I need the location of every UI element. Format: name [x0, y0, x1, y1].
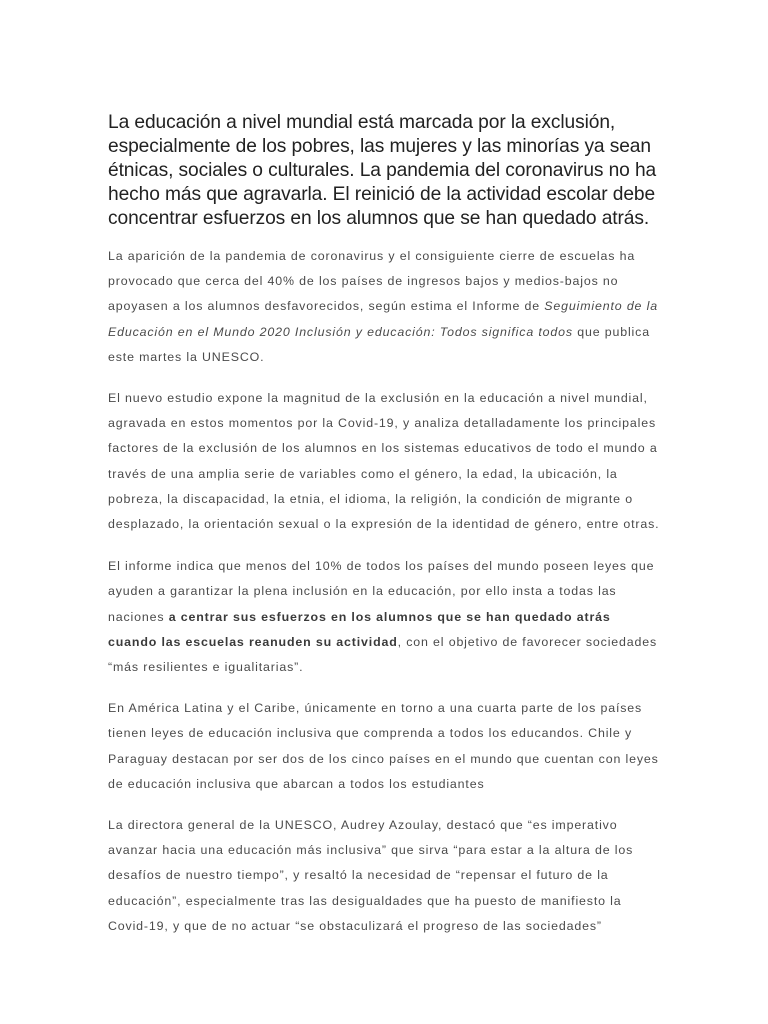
paragraph-1-text-start: La aparición de la pandemia de coronavirus y el consiguiente cierre de escuelas ha provocado que cerca del 40% de los países de ingresos bajos y medios-bajos no apoyasen a los alumnos desfavorecidos, según estima el Informe de: [108, 249, 636, 314]
paragraph-3-text-end: , con el objetivo de favorecer sociedades “más resilientes e igualitarias”.: [108, 634, 658, 675]
paragraph-4: En América Latina y el Caribe, únicamente en torno a una cuarta parte de los países tienen leyes de educación inclusiva que comprenda a todos los educandos. Chile y Paraguay destacan por ser dos de los cinco países en el mundo que cuentan con leyes de educación inclusiva que abarcan a todos los estudiantes: [108, 701, 659, 791]
paragraph-1-text-end: que publica este martes la UNESCO.: [108, 324, 650, 364]
report-title: Seguimiento de la Educación en el Mundo 2020 Inclusión y educación: Todos significa todos: [108, 299, 658, 339]
article-body: [108, 111, 660, 939]
paragraph-3: [108, 554, 660, 680]
paragraph-3-text-start: El informe indica que menos del 10% de todos los países del mundo poseen leyes que ayuden a garantizar la plena inclusión en la educación, por ello insta a todas las naciones: [108, 559, 655, 624]
paragraph-1: [108, 244, 660, 370]
paragraph-5: La directora general de la UNESCO, Audrey Azoulay, destacó que “es imperativo avanzar hacia una educación más inclusiva” que sirva “para estar a la altura de los desafíos de nuestro tiempo”, y resaltó la necesidad de “repensar el futuro de la educación”, especialmente tras las desigualdades que ha puesto de manifiesto la Covid-19, y que de no actuar “se obstaculizará el progreso de las sociedades”: [108, 818, 634, 933]
paragraph-2: El nuevo estudio expone la magnitud de la exclusión en la educación a nivel mundial, agravada en estos momentos por la Covid-19, y analiza detalladamente los principales factores de la exclusión de los alumnos en los sistemas educativos de todo el mundo a través de una amplia serie de variables como el género, la edad, la ubicación, la pobreza, la discapacidad, la etnia, el idioma, la religión, la condición de migrante o desplazado, la orientación sexual o la expresión de la identidad de género, entre otras.: [108, 391, 660, 532]
highlighted-statement: a centrar sus esfuerzos en los alumnos que se han quedado atrás cuando las escuelas reanuden su actividad: [108, 609, 611, 649]
article-headline: La educación a nivel mundial está marcada por la exclusión, especialmente de los pobres, las mujeres y las minorías ya sean étnicas, sociales o culturales. La pandemia del coronavirus no ha hecho más que agravarla. El reinició de la actividad escolar debe concentrar esfuerzos en los alumnos que se han quedado atrás.: [108, 112, 657, 229]
